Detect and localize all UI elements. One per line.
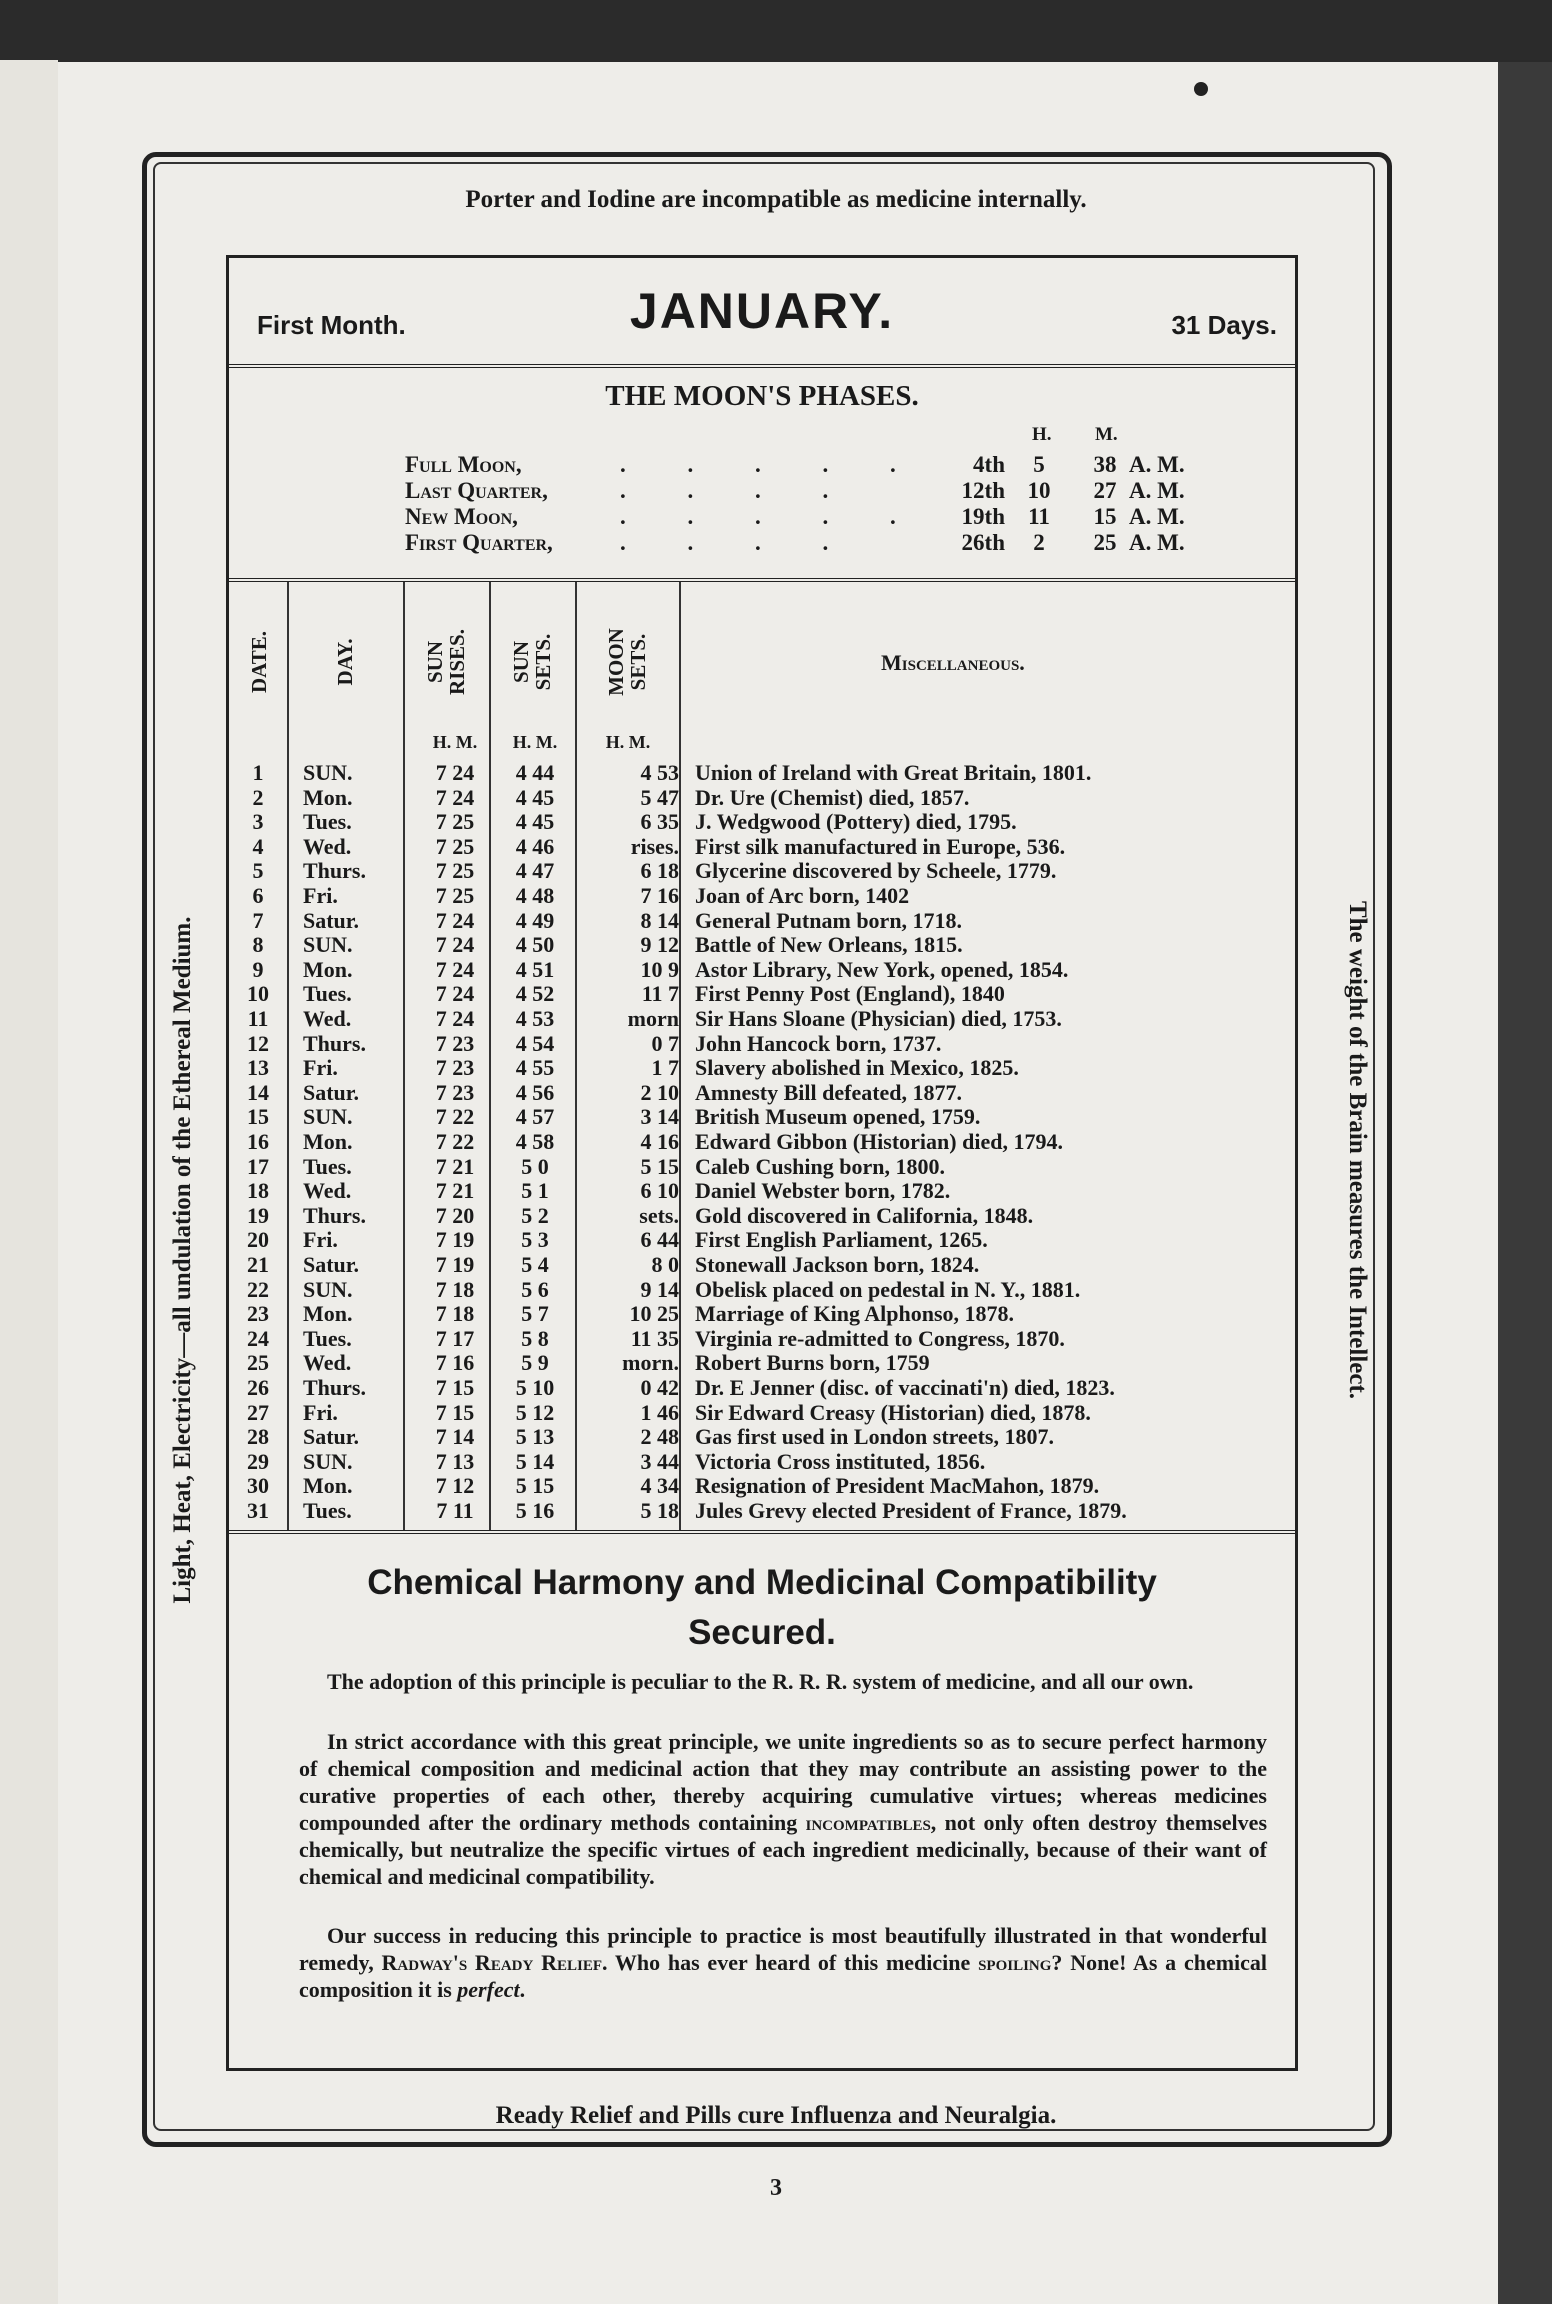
cell-miscellaneous: Stonewall Jackson born, 1824. [695, 1252, 980, 1277]
cell-sun-rises: 7 24 [435, 981, 475, 1007]
subheader-set: H. M. [512, 732, 558, 752]
table-row [229, 1473, 1295, 1497]
cell-day: Mon. [303, 784, 353, 810]
cell-sun-sets: 5 8 [521, 1325, 549, 1351]
table-row [229, 1129, 1295, 1153]
cell-miscellaneous: British Museum opened, 1759. [695, 1104, 981, 1130]
moon-phase-date: 26th [961, 530, 1005, 555]
cell-moon-sets: 4 34 [640, 1473, 679, 1499]
bottom-note: Ready Relief and Pills cure Influenza and Neuralgia. [495, 2102, 1057, 2129]
table-row [229, 1227, 1295, 1251]
scan-edge [1498, 62, 1552, 2304]
cell-sun-sets: 5 13 [515, 1424, 555, 1450]
moon-phase-hour: 5 [1033, 452, 1045, 477]
cell-sun-rises: 7 24 [435, 784, 475, 810]
cell-sun-rises: 7 20 [435, 1202, 475, 1228]
table-row [229, 834, 1295, 858]
moon-phases [229, 368, 1295, 582]
calendar-box [226, 255, 1298, 2071]
scan-background [0, 0, 1552, 60]
cell-moon-sets: 6 44 [640, 1227, 679, 1253]
cell-sun-sets: 5 7 [521, 1301, 549, 1327]
cell-moon-sets: 1 46 [640, 1399, 679, 1425]
advert-p2-text-end: , not only often destroy themselves chemically, but neutralize the specific virtues of each ingredient medicinally, because of their want of chemical and medicinal compatibility. [299, 1810, 1268, 1889]
advert-paragraph-3 [299, 1922, 1267, 2003]
cell-day: Thurs. [303, 1375, 366, 1400]
page-number: 3 [770, 2175, 782, 2201]
cell-day: Tues. [303, 1498, 352, 1523]
table-row [229, 858, 1295, 882]
advert-paragraph-1: The adoption of this principle is peculiar to the R. R. R. system of medicine, and all our own. [327, 1669, 1194, 1694]
cell-date: 21 [247, 1252, 269, 1277]
cell-date: 30 [247, 1473, 269, 1499]
table-row [229, 1055, 1295, 1079]
cell-date: 27 [247, 1399, 269, 1425]
cell-sun-sets: 4 50 [515, 932, 555, 958]
header-day: DAY. [333, 638, 357, 686]
month-days: 31 Days. [1171, 310, 1277, 340]
table-row [229, 1178, 1295, 1202]
subheader-rise: H. M. [432, 732, 478, 752]
facing-page-edge [0, 60, 58, 2304]
header-sun-sets: SUN SETS. [509, 633, 555, 691]
cell-sun-rises: 7 24 [435, 932, 475, 958]
cell-date: 9 [252, 956, 264, 982]
cell-sun-sets: 5 10 [515, 1375, 555, 1400]
table-row [229, 1498, 1295, 1522]
cell-sun-rises: 7 19 [435, 1252, 475, 1277]
cell-sun-rises: 7 15 [435, 1399, 475, 1425]
cell-moon-sets: 2 48 [640, 1424, 679, 1450]
table-row [229, 1080, 1295, 1104]
cell-sun-rises: 7 23 [435, 1079, 475, 1105]
cell-sun-rises: 7 25 [435, 833, 475, 859]
cell-moon-sets: 9 14 [640, 1276, 679, 1302]
table-row [229, 1400, 1295, 1424]
cell-day: SUN. [303, 1104, 353, 1130]
moon-phase-date: 19th [961, 504, 1005, 529]
cell-miscellaneous: Sir Edward Creasy (Historian) died, 1878. [695, 1399, 1091, 1425]
cell-sun-sets: 4 58 [515, 1129, 555, 1154]
cell-sun-sets: 5 4 [521, 1252, 549, 1277]
table-row [229, 981, 1295, 1005]
cell-sun-rises: 7 24 [435, 1006, 475, 1031]
advert-title [229, 1558, 1295, 1658]
moon-phase-name: First Quarter, [405, 530, 553, 555]
cell-moon-sets: 6 35 [640, 809, 679, 835]
cell-sun-sets: 4 49 [515, 907, 555, 933]
table-row [229, 1350, 1295, 1374]
table-row [229, 1449, 1295, 1473]
advert-p2-text: In strict accordance with this great principle, we unite ingredients so as to secure perfect harmony of chemical composition and medicinal action that they may contribute an assisting power to the curative properties of each other, thereby acquiring cumulative virtues; whereas medicines compounded after the ordinary methods containing [299, 1729, 1267, 1835]
cell-moon-sets: 10 9 [640, 956, 679, 982]
cell-miscellaneous: Amnesty Bill defeated, 1877. [695, 1079, 963, 1105]
advert-p3-product: Radway's Ready Relief [381, 1950, 602, 1975]
cell-miscellaneous: Astor Library, New York, opened, 1854. [695, 956, 1069, 982]
cell-date: 1 [252, 760, 264, 785]
cell-moon-sets: 11 7 [641, 981, 679, 1007]
moon-phase-minute: 15 [1093, 504, 1117, 529]
header-sun-rises: SUN RISES. [423, 629, 469, 695]
cell-miscellaneous: Edward Gibbon (Historian) died, 1794. [695, 1129, 1063, 1154]
cell-miscellaneous: Slavery abolished in Mexico, 1825. [695, 1055, 1019, 1081]
cell-date: 11 [247, 1006, 269, 1031]
table-row [229, 1326, 1295, 1350]
cell-moon-sets: 4 53 [640, 760, 679, 785]
cell-miscellaneous: J. Wedgwood (Pottery) died, 1795. [695, 809, 1017, 835]
cell-sun-rises: 7 21 [435, 1178, 475, 1204]
cell-sun-rises: 7 13 [435, 1448, 475, 1474]
cell-date: 5 [252, 858, 264, 884]
moon-phase-ampm: A. M. [1129, 504, 1185, 529]
cell-miscellaneous: First Penny Post (England), 1840 [695, 981, 1005, 1007]
cell-day: Satur. [303, 1079, 360, 1105]
cell-miscellaneous: Daniel Webster born, 1782. [695, 1178, 951, 1204]
moon-phase-hour: 11 [1028, 504, 1050, 529]
cell-moon-sets: 0 42 [640, 1375, 679, 1400]
cell-sun-rises: 7 21 [435, 1153, 475, 1179]
moon-phases-title: THE MOON'S PHASES. [605, 380, 919, 412]
cell-date: 23 [247, 1301, 269, 1327]
cell-day: SUN. [303, 932, 353, 958]
advert-p3-end: . [519, 1977, 526, 2002]
advert-title-line1: Chemical Harmony and Medicinal Compatibility [367, 1563, 1157, 1602]
daily-table [229, 582, 1295, 1530]
cell-date: 13 [247, 1055, 269, 1081]
cell-day: Wed. [303, 1006, 352, 1031]
right-margin-note: The weight of the Brain measures the Intellect. [1344, 900, 1371, 1400]
cell-sun-sets: 4 46 [515, 833, 555, 859]
cell-sun-rises: 7 24 [435, 760, 475, 785]
cell-day: Fri. [303, 1399, 338, 1425]
cell-miscellaneous: Battle of New Orleans, 1815. [695, 932, 963, 958]
table-row [229, 908, 1295, 932]
cell-sun-sets: 4 44 [515, 760, 555, 785]
cell-sun-rises: 7 18 [435, 1301, 475, 1327]
cell-miscellaneous: Glycerine discovered by Scheele, 1779. [695, 858, 1057, 884]
moon-phase-minute: 38 [1093, 452, 1117, 477]
cell-moon-sets: 5 18 [640, 1498, 679, 1523]
advert-title-line2: Secured. [688, 1613, 836, 1652]
table-row [229, 883, 1295, 907]
cell-day: Wed. [303, 1350, 352, 1376]
cell-day: Satur. [303, 1252, 360, 1277]
cell-date: 26 [247, 1375, 269, 1400]
advert-p3-text: Our success in reducing this principle to practice is most beautifully illustrated in that wonderful remedy, [299, 1923, 1267, 1975]
cell-day: SUN. [303, 760, 353, 785]
cell-date: 31 [247, 1498, 269, 1523]
leader-dots: . . . . [620, 478, 857, 503]
cell-miscellaneous: Resignation of President MacMahon, 1879. [695, 1473, 1100, 1499]
table-row [229, 1104, 1295, 1128]
table-row [229, 932, 1295, 956]
cell-day: SUN. [303, 1276, 353, 1302]
cell-day: Thurs. [303, 1202, 366, 1228]
moon-phase-ampm: A. M. [1129, 478, 1185, 503]
moon-phase-hour: 2 [1033, 530, 1045, 555]
cell-date: 3 [252, 809, 264, 835]
table-row [229, 1252, 1295, 1276]
cell-date: 17 [247, 1153, 269, 1179]
cell-moon-sets: 6 10 [640, 1178, 679, 1204]
cell-day: Tues. [303, 981, 352, 1007]
cell-moon-sets: 2 10 [640, 1079, 679, 1105]
cell-moon-sets: 5 15 [640, 1153, 679, 1179]
moon-phase-date: 4th [973, 452, 1005, 477]
moon-phase-minute: 27 [1093, 478, 1117, 503]
cell-miscellaneous: Jules Grevy elected President of France, 1879. [695, 1498, 1127, 1523]
cell-sun-rises: 7 19 [435, 1227, 475, 1253]
advert-p3-smallcaps: spoiling [978, 1950, 1052, 1975]
table-row [229, 957, 1295, 981]
month-title: JANUARY. [629, 283, 895, 339]
cell-sun-sets: 5 12 [515, 1399, 555, 1425]
moon-m-label: M. [1095, 424, 1118, 445]
moon-phase-hour: 10 [1027, 478, 1051, 503]
cell-date: 28 [247, 1424, 269, 1450]
cell-date: 12 [247, 1030, 269, 1056]
cell-moon-sets: 6 18 [640, 858, 679, 884]
cell-miscellaneous: First silk manufactured in Europe, 536. [695, 833, 1066, 859]
cell-sun-sets: 5 14 [515, 1448, 555, 1474]
cell-day: Satur. [303, 907, 360, 933]
cell-sun-sets: 4 55 [515, 1055, 555, 1081]
cell-sun-rises: 7 12 [435, 1473, 475, 1499]
cell-sun-rises: 7 14 [435, 1424, 475, 1450]
advert-p3-italic: perfect [457, 1977, 520, 2002]
cell-sun-sets: 4 47 [515, 858, 555, 884]
advert-p3-text-2: . Who has ever heard of this medicine [602, 1950, 971, 1975]
cell-date: 2 [252, 784, 264, 810]
moon-phase-name: New Moon, [405, 504, 518, 529]
cell-moon-sets: 5 47 [640, 784, 679, 810]
cell-miscellaneous: First English Parliament, 1265. [695, 1227, 988, 1253]
cell-sun-sets: 5 6 [521, 1276, 549, 1302]
cell-sun-sets: 4 45 [515, 784, 555, 810]
cell-sun-rises: 7 17 [435, 1325, 475, 1351]
cell-day: Wed. [303, 833, 352, 859]
cell-miscellaneous: Robert Burns born, 1759 [695, 1350, 930, 1376]
cell-sun-sets: 4 54 [515, 1030, 555, 1056]
cell-sun-rises: 7 22 [435, 1104, 475, 1130]
cell-sun-rises: 7 24 [435, 907, 475, 933]
leader-dots: . . . . . [620, 452, 924, 477]
cell-moon-sets: 11 35 [630, 1325, 679, 1351]
cell-day: Tues. [303, 809, 352, 835]
cell-date: 10 [247, 981, 269, 1007]
table-row [229, 785, 1295, 809]
cell-miscellaneous: Dr. E Jenner (disc. of vaccinati'n) died, 1823. [695, 1375, 1115, 1400]
table-row [229, 760, 1295, 784]
binding-hole [1194, 82, 1208, 96]
cell-miscellaneous: Gold discovered in California, 1848. [695, 1202, 1034, 1228]
cell-date: 6 [252, 883, 264, 908]
cell-sun-rises: 7 15 [435, 1375, 475, 1400]
cell-miscellaneous: Victoria Cross instituted, 1856. [695, 1448, 986, 1474]
cell-date: 4 [252, 833, 264, 859]
cell-day: SUN. [303, 1448, 353, 1474]
cell-moon-sets: 1 7 [651, 1055, 679, 1081]
cell-sun-rises: 7 22 [435, 1129, 475, 1154]
cell-sun-rises: 7 18 [435, 1276, 475, 1302]
cell-day: Mon. [303, 1301, 353, 1327]
leader-dots: . . . . [620, 530, 857, 555]
cell-sun-sets: 4 56 [515, 1079, 555, 1105]
cell-miscellaneous: Gas first used in London streets, 1807. [695, 1424, 1054, 1450]
cell-sun-sets: 5 3 [521, 1227, 549, 1253]
cell-moon-sets: morn. [622, 1350, 679, 1376]
table-row [229, 1375, 1295, 1399]
cell-date: 14 [247, 1079, 269, 1105]
cell-miscellaneous: Dr. Ure (Chemist) died, 1857. [695, 784, 970, 810]
table-row [229, 1424, 1295, 1448]
cell-miscellaneous: Caleb Cushing born, 1800. [695, 1153, 946, 1179]
cell-sun-rises: 7 23 [435, 1030, 475, 1056]
cell-sun-sets: 4 45 [515, 809, 555, 835]
table-row [229, 1203, 1295, 1227]
cell-date: 8 [252, 932, 264, 958]
cell-day: Tues. [303, 1153, 352, 1179]
cell-day: Mon. [303, 956, 353, 982]
cell-sun-sets: 4 57 [515, 1104, 555, 1130]
moon-phase-ampm: A. M. [1129, 530, 1185, 555]
moon-phase-ampm: A. M. [1129, 452, 1185, 477]
cell-moon-sets: 3 14 [640, 1104, 679, 1130]
cell-date: 15 [247, 1104, 269, 1130]
table-row [229, 809, 1295, 833]
top-note: Porter and Iodine are incompatible as medicine internally. [465, 186, 1087, 213]
cell-sun-rises: 7 16 [435, 1350, 475, 1376]
advert-p3-text-3: ? None! As a chemical composition it is [299, 1950, 1268, 2002]
cell-miscellaneous: Sir Hans Sloane (Physician) died, 1753. [695, 1006, 1062, 1031]
table-row [229, 1301, 1295, 1325]
header-miscellaneous: Miscellaneous. [881, 650, 1025, 675]
table-row [229, 1006, 1295, 1030]
moon-phase-date: 12th [961, 478, 1005, 503]
cell-sun-sets: 5 1 [521, 1178, 549, 1204]
cell-sun-sets: 4 53 [515, 1006, 555, 1031]
cell-sun-sets: 4 51 [515, 956, 555, 982]
table-row [229, 1031, 1295, 1055]
month-ordinal: First Month. [257, 310, 406, 340]
cell-sun-sets: 4 52 [515, 981, 555, 1007]
cell-day: Fri. [303, 883, 338, 908]
moon-h-label: H. [1032, 424, 1052, 445]
cell-day: Satur. [303, 1424, 360, 1450]
cell-date: 20 [247, 1227, 269, 1253]
month-header [229, 258, 1295, 368]
cell-day: Thurs. [303, 1030, 366, 1056]
cell-day: Tues. [303, 1325, 352, 1351]
cell-sun-rises: 7 25 [435, 809, 475, 835]
cell-moon-sets: 8 0 [651, 1252, 679, 1277]
cell-moon-sets: 9 12 [640, 932, 679, 958]
cell-date: 22 [247, 1276, 269, 1302]
left-margin-note: Light, Heat, Electricity—all undulation of the Ethereal Medium. [169, 916, 196, 1604]
cell-miscellaneous: Obelisk placed on pedestal in N. Y., 1881. [695, 1276, 1081, 1302]
cell-sun-rises: 7 25 [435, 858, 475, 884]
cell-moon-sets: sets. [639, 1202, 679, 1228]
cell-day: Thurs. [303, 858, 366, 884]
cell-date: 25 [247, 1350, 269, 1376]
cell-miscellaneous: General Putnam born, 1718. [695, 907, 963, 933]
moon-phase-minute: 25 [1093, 530, 1117, 555]
cell-day: Fri. [303, 1227, 338, 1253]
moon-phase-name: Full Moon, [405, 452, 522, 477]
leader-dots: . . . . . [620, 504, 924, 529]
cell-moon-sets: 7 16 [640, 883, 679, 908]
cell-moon-sets: 10 25 [629, 1301, 679, 1327]
advert-section [229, 1530, 1295, 2072]
cell-date: 16 [247, 1129, 269, 1154]
cell-date: 29 [247, 1448, 269, 1474]
advert-paragraph-2 [299, 1728, 1267, 1890]
cell-day: Mon. [303, 1473, 353, 1499]
cell-sun-sets: 4 48 [515, 883, 555, 908]
cell-moon-sets: 0 7 [651, 1030, 679, 1056]
cell-day: Mon. [303, 1129, 353, 1154]
cell-moon-sets: 4 16 [640, 1129, 679, 1154]
cell-sun-rises: 7 11 [436, 1498, 474, 1523]
header-date: DATE. [247, 630, 271, 694]
advert-p2-smallcaps: incompatibles [805, 1810, 931, 1835]
cell-moon-sets: 8 14 [640, 907, 679, 933]
moon-phase-name: Last Quarter, [405, 478, 548, 503]
cell-sun-sets: 5 15 [515, 1473, 555, 1499]
cell-moon-sets: 3 44 [640, 1448, 679, 1474]
cell-sun-rises: 7 25 [435, 883, 475, 908]
cell-miscellaneous: Union of Ireland with Great Britain, 1801. [695, 760, 1092, 785]
cell-sun-rises: 7 24 [435, 956, 475, 982]
cell-moon-sets: rises. [630, 833, 679, 859]
cell-day: Fri. [303, 1055, 338, 1081]
cell-miscellaneous: John Hancock born, 1737. [695, 1030, 942, 1056]
cell-miscellaneous: Joan of Arc born, 1402 [695, 883, 910, 908]
cell-miscellaneous: Virginia re-admitted to Congress, 1870. [695, 1325, 1065, 1351]
cell-miscellaneous: Marriage of King Alphonso, 1878. [695, 1301, 1015, 1327]
cell-date: 18 [247, 1178, 269, 1204]
cell-sun-sets: 5 2 [521, 1202, 549, 1228]
subheader-moon: H. M. [605, 732, 651, 752]
cell-sun-sets: 5 16 [515, 1498, 555, 1523]
cell-date: 19 [247, 1202, 269, 1228]
cell-date: 7 [252, 907, 264, 933]
cell-sun-rises: 7 23 [435, 1055, 475, 1081]
cell-sun-sets: 5 9 [521, 1350, 549, 1376]
table-row [229, 1277, 1295, 1301]
cell-sun-sets: 5 0 [521, 1153, 549, 1179]
header-moon-sets: MOON SETS. [604, 628, 650, 696]
cell-date: 24 [247, 1325, 269, 1351]
cell-day: Wed. [303, 1178, 352, 1204]
cell-moon-sets: morn [627, 1006, 679, 1031]
table-row [229, 1154, 1295, 1178]
